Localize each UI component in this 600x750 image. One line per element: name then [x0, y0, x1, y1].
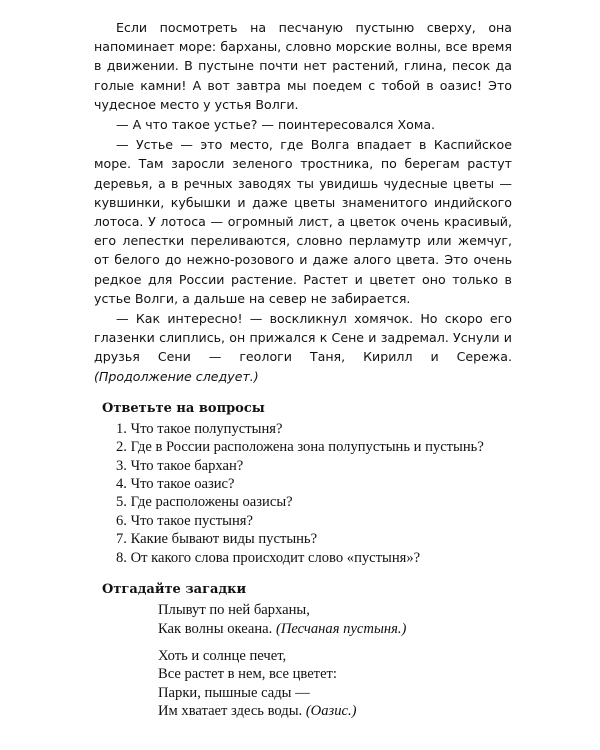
continuation-note: (Продолжение следует.): [94, 368, 259, 384]
questions-title: Ответьте на вопросы: [102, 400, 265, 416]
question-item: 1. Что такое полупустыня?: [116, 420, 283, 437]
riddle-line: Хоть и солнце печет,: [158, 647, 287, 664]
riddle-line: Все растет в нем, все цветет:: [158, 666, 337, 683]
riddle-line: [158, 620, 512, 638]
story-paragraph-text: — Как интересно! — воскликнул хомячок. Но скоро его глазенки слиплись, он прижался к Сене и задремал. Уснули и друзья Сени — геологи Таня, Кирилл и Сережа.: [94, 311, 512, 365]
story-text: [94, 18, 512, 386]
story-paragraph: — Устье — это место, где Волга впадает в Каспийское море. Там заросли зеленого тростника, по берегам растут деревья, а в речных заводях ты увидишь чудесные цветы — кувшинки, кубышки и даже цветы знаменитого индийского лотоса. У лотоса — огромный лист, а цветок очень красивый, его лепестки переливаются, словно перламутр или жемчуг, от белого до нежно-розового и даже алого цвета. Это очень редкое для России растение. Растет и цветет оно только в устье Волги, а дальше на север не забирается.: [94, 137, 512, 306]
riddles-list: [158, 601, 512, 720]
question-item: 3. Что такое бархан?: [116, 457, 244, 474]
question-item: 6. Что такое пустыня?: [116, 512, 253, 529]
textbook-page: [94, 18, 512, 730]
story-paragraph: Если посмотреть на песчаную пустыню сверху, она напоминает море: барханы, словно морские волны, все время в движении. В пустыне почти нет растений, глина, песок да голые камни! А вот завтра мы поедем с тобой в оазис! Это чудесное место у устья Волги.: [94, 20, 512, 112]
riddles-title: Отгадайте загадки: [102, 582, 247, 598]
riddle-line-text: Им хватает здесь воды.: [158, 703, 303, 720]
riddle-line-text: Как волны океана.: [158, 620, 273, 637]
riddle-line: Парки, пышные сады —: [158, 684, 310, 701]
story-paragraph: [94, 309, 512, 386]
riddle-answer: (Оазис.): [305, 703, 357, 720]
riddle: [158, 647, 512, 721]
question-item: 2. Где в России расположена зона полупустынь и пустынь?: [116, 439, 484, 456]
questions-list: [94, 420, 512, 567]
question-item: 4. Что такое оазис?: [116, 476, 235, 493]
riddle-answer: (Песчаная пустыня.): [275, 620, 407, 637]
story-paragraph: — А что такое устье? — поинтересовался Хома.: [116, 117, 436, 133]
riddle-line: [158, 702, 512, 720]
question-item: 8. От какого слова происходит слово «пустыня»?: [116, 549, 421, 566]
riddle: [158, 601, 512, 638]
question-item: 5. Где расположены оазисы?: [116, 494, 293, 511]
riddle-line: Плывут по ней барханы,: [158, 602, 310, 619]
question-item: 7. Какие бывают виды пустынь?: [116, 531, 318, 548]
